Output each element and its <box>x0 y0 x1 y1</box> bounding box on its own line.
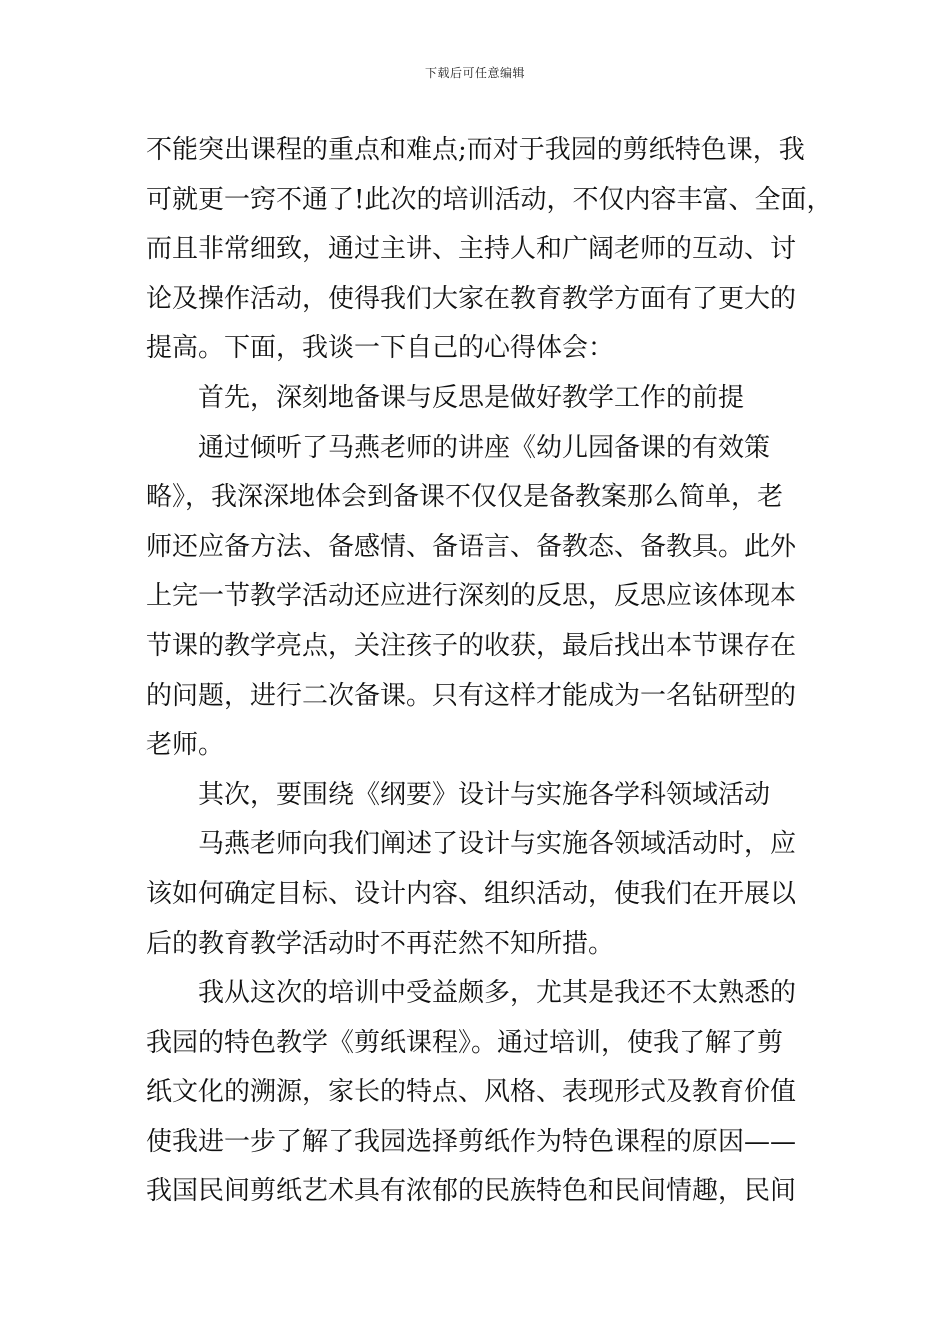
text-line: 略》，我深深地体会到备课不仅仅是备教案那么简单，老 <box>146 482 784 513</box>
text-line: 我从这次的培训中受益颇多，尤其是我还不太熟悉的 <box>198 978 797 1009</box>
document-body <box>146 126 836 1217</box>
text-line: 我园的特色教学《剪纸课程》。通过培训，使我了解了剪 <box>146 1027 784 1058</box>
section-heading: 其次，要围绕《纲要》设计与实施各学科领域活动 <box>198 779 771 810</box>
text-line: 提高。下面，我谈一下自己的心得体会： <box>146 333 615 364</box>
text-line: 该如何确定目标、设计内容、组织活动，使我们在开展以 <box>146 878 797 909</box>
text-line: 不能突出课程的重点和难点;而对于我园的剪纸特色课，我 <box>146 135 805 165</box>
text-line: 通过倾听了马燕老师的讲座《幼儿园备课的有效策 <box>198 432 771 463</box>
text-line: 使我进一步了解了我园选择剪纸作为特色课程的原因—— <box>146 1126 797 1157</box>
text-line: 老师。 <box>146 730 225 761</box>
section-heading: 首先，深刻地备课与反思是做好教学工作的前提 <box>198 382 745 413</box>
text-line: 可就更一窍不通了!此次的培训活动，不仅内容丰富、全面， <box>146 184 833 215</box>
text-line: 马燕老师向我们阐述了设计与实施各领域活动时，应 <box>198 829 797 860</box>
text-line: 后的教育教学活动时不再茫然不知所措。 <box>146 928 615 959</box>
text-line: 的问题，进行二次备课。只有这样才能成为一名钻研型的 <box>146 680 797 711</box>
text-line: 论及操作活动，使得我们大家在教育教学方面有了更大的 <box>146 283 797 314</box>
text-line: 节课的教学亮点，关注孩子的收获，最后找出本节课存在 <box>146 630 797 661</box>
page-header-note: 下载后可任意编辑 <box>424 66 525 80</box>
text-line: 上完一节教学活动还应进行深刻的反思，反思应该体现本 <box>146 581 797 612</box>
text-line: 而且非常细致，通过主讲、主持人和广阔老师的互动、讨 <box>146 234 797 265</box>
text-line: 纸文化的溯源，家长的特点、风格、表现形式及教育价值 <box>146 1077 797 1108</box>
text-line: 我国民间剪纸艺术具有浓郁的民族特色和民间情趣，民间 <box>146 1176 797 1207</box>
text-line: 师还应备方法、备感情、备语言、备教态、备教具。此外 <box>146 531 797 562</box>
